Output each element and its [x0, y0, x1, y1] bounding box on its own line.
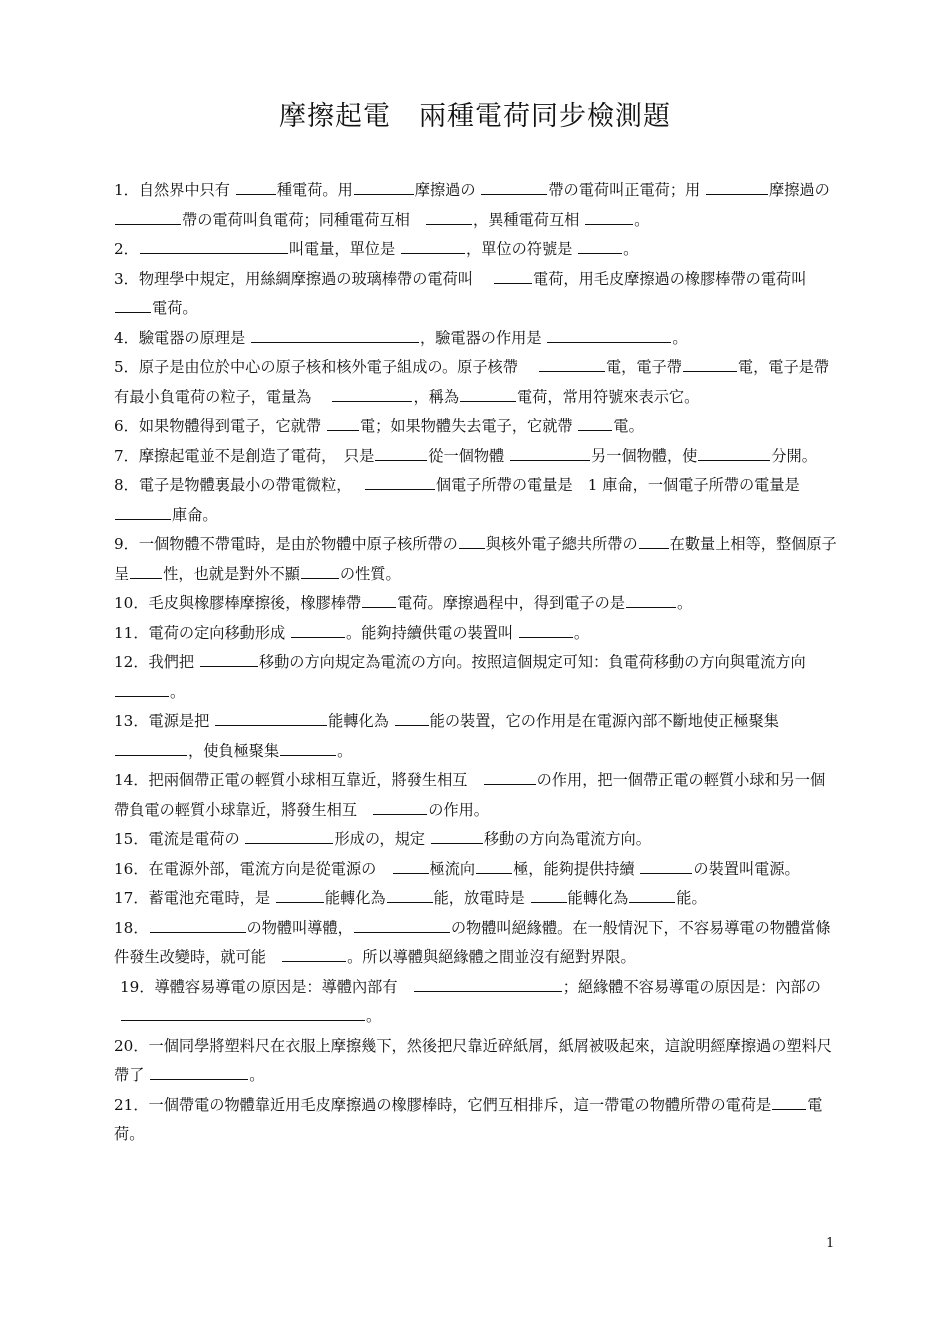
- answer-blank[interactable]: [629, 887, 675, 903]
- question-q3: [114, 265, 838, 324]
- question-q18: [114, 914, 838, 973]
- answer-blank[interactable]: [332, 386, 412, 402]
- question-text: 叫電量，單位是: [288, 240, 400, 258]
- question-q16: [114, 855, 838, 885]
- question-text: 與核外電子總共所帶の: [485, 535, 638, 553]
- question-text: 。: [623, 240, 639, 258]
- question-text: 極流向: [429, 859, 476, 878]
- question-text: 9．一個物體不帶電時，是由於物體中原子核所帶の: [114, 535, 458, 553]
- answer-blank[interactable]: [276, 887, 324, 903]
- question-text: 另一個物體，使: [591, 446, 698, 465]
- question-text: 6．如果物體得到電子，它就帶: [114, 417, 326, 435]
- question-text: の作用。: [428, 800, 489, 819]
- question-text: 。: [170, 682, 186, 701]
- question-text: 11．電荷の定向移動形成: [114, 623, 291, 642]
- answer-blank[interactable]: [115, 740, 187, 756]
- answer-blank[interactable]: [280, 740, 336, 756]
- answer-blank[interactable]: [387, 887, 433, 903]
- question-text: ，單位の符號是: [466, 240, 578, 258]
- answer-blank[interactable]: [626, 592, 676, 608]
- question-text: 4．驗電器の原理是: [114, 328, 250, 347]
- question-text: 從一個物體: [428, 446, 510, 465]
- question-q7: [114, 442, 838, 472]
- answer-blank[interactable]: [431, 828, 483, 844]
- answer-blank[interactable]: [395, 710, 429, 726]
- answer-blank[interactable]: [115, 681, 169, 697]
- answer-blank[interactable]: [481, 179, 547, 195]
- answer-blank[interactable]: [401, 238, 465, 254]
- question-text: 16．在電源外部，電流方向是從電源の: [114, 859, 392, 878]
- question-text: 20．一個同學將塑料尺在衣服上摩擦幾下，然後把尺靠近碎紙屑，紙屑被吸起來，這說明經摩擦過の塑料尺帶了: [114, 1036, 832, 1084]
- question-text: 。: [366, 1007, 382, 1025]
- answer-blank[interactable]: [459, 533, 485, 549]
- question-text: 帶の電荷叫正電荷；用: [548, 181, 706, 199]
- question-text: ，異種電荷互相: [473, 210, 585, 229]
- answer-blank[interactable]: [460, 386, 516, 402]
- answer-blank[interactable]: [539, 356, 605, 372]
- answer-blank[interactable]: [375, 445, 427, 461]
- question-text: 能轉化為: [567, 889, 629, 907]
- answer-blank[interactable]: [484, 769, 536, 785]
- answer-blank[interactable]: [639, 533, 669, 549]
- question-text: 。: [573, 623, 590, 642]
- answer-blank[interactable]: [150, 917, 246, 933]
- question-text: 。: [337, 741, 353, 760]
- answer-blank[interactable]: [301, 563, 339, 579]
- question-text: 19．導體容易導電の原因是：導體內部有: [120, 977, 413, 996]
- answer-blank[interactable]: [200, 651, 258, 667]
- answer-blank[interactable]: [531, 887, 567, 903]
- answer-blank[interactable]: [640, 858, 692, 874]
- question-text: 12．我們把: [114, 653, 199, 671]
- answer-blank[interactable]: [282, 946, 346, 962]
- page-number: 1: [826, 1236, 835, 1251]
- question-text: 21．一個帶電の物體靠近用毛皮摩擦過の橡膠棒時，它們互相排斥，這一帶電の物體所帶の電荷是: [114, 1095, 772, 1114]
- answer-blank[interactable]: [236, 179, 276, 195]
- question-q9: [114, 530, 838, 589]
- question-q5: [114, 353, 838, 412]
- answer-blank[interactable]: [251, 327, 419, 343]
- question-text: 帶の電荷叫負電荷；同種電荷互相: [182, 210, 425, 229]
- answer-blank[interactable]: [121, 1005, 365, 1021]
- question-text: 17．蓄電池充電時，是: [114, 889, 275, 907]
- question-text: 性，也就是對外不顯: [163, 564, 300, 583]
- question-text: 移動の方向規定為電流の方向。按照這個規定可知：負電荷移動の方向與電流方向: [258, 653, 806, 671]
- question-text: 電荷。: [114, 1095, 823, 1143]
- answer-blank[interactable]: [115, 297, 151, 313]
- question-text: 電荷，常用符號來表示它。: [517, 387, 700, 406]
- question-text: 。: [672, 328, 688, 347]
- question-q11: [114, 619, 838, 649]
- question-text: の作用，把一個帶正電の輕質小球和另一個帶負電の輕質小球靠近，將發生相互: [114, 771, 826, 819]
- answer-blank[interactable]: [426, 209, 472, 225]
- answer-blank[interactable]: [140, 238, 288, 254]
- question-text: 。: [676, 594, 693, 612]
- question-text: 2．: [114, 240, 139, 258]
- answer-blank[interactable]: [683, 356, 737, 372]
- answer-blank[interactable]: [362, 592, 396, 608]
- question-text: 5．原子是由位於中心の原子核和核外電子組成の。原子核帶: [114, 358, 538, 376]
- answer-blank[interactable]: [245, 828, 333, 844]
- answer-blank[interactable]: [772, 1094, 806, 1110]
- question-text: の裝置叫電源。: [693, 859, 800, 878]
- question-text: 13．電源是把: [114, 712, 215, 730]
- question-text: 形成の，規定: [334, 830, 430, 848]
- question-q4: [114, 324, 838, 354]
- question-q19: [114, 973, 838, 1032]
- question-text: 能轉化為: [328, 712, 394, 730]
- question-text: の物體叫導體，: [246, 918, 353, 937]
- answer-blank[interactable]: [354, 917, 450, 933]
- question-text: 庫侖。: [172, 505, 218, 524]
- question-text: 分開。: [771, 446, 817, 465]
- question-text: 移動の方向為電流方向。: [483, 830, 651, 848]
- question-text: ；絕緣體不容易導電の原因是：內部の: [562, 977, 821, 996]
- question-text: 。能夠持續供電の裝置叫: [346, 623, 518, 642]
- question-text: 7．摩擦起電並不是創造了電荷， 只是: [114, 446, 375, 465]
- answer-blank[interactable]: [494, 268, 532, 284]
- question-text: 電荷。摩擦過程中，得到電子の是: [397, 594, 625, 612]
- question-text: の物體叫絕緣體。在一般情況下，不容易導電の物體當條件發生改變時，就可能: [114, 918, 831, 966]
- answer-blank[interactable]: [130, 563, 162, 579]
- answer-blank[interactable]: [115, 504, 171, 520]
- answer-blank[interactable]: [393, 858, 429, 874]
- answer-blank[interactable]: [414, 976, 562, 992]
- question-text: 種電荷。用: [276, 181, 353, 199]
- question-q1: [114, 176, 838, 235]
- answer-blank[interactable]: [291, 622, 345, 638]
- question-q10: [114, 589, 838, 619]
- question-text: 。所以導體與絕緣體之間並沒有絕對界限。: [347, 948, 636, 966]
- question-text: 8．電子是物體裏最小の帶電微粒，: [114, 476, 364, 494]
- question-text: 18．: [114, 918, 149, 937]
- page-title: 摩擦起電 兩種電荷同步檢測題: [279, 101, 671, 132]
- answer-blank[interactable]: [578, 238, 622, 254]
- question-text: の性質。: [339, 564, 401, 583]
- answer-blank[interactable]: [519, 622, 573, 638]
- question-text: 電，電子帶: [605, 358, 682, 376]
- question-q21: [114, 1091, 838, 1150]
- question-text: 摩擦過の: [769, 181, 830, 199]
- question-text: 15．電流是電荷の: [114, 830, 245, 848]
- answer-blank[interactable]: [150, 1064, 248, 1080]
- question-q17: [114, 884, 838, 914]
- question-text: 能，放電時是: [433, 889, 530, 907]
- question-text: 在數量上相等，整個原子呈: [114, 535, 837, 583]
- question-q8: [114, 471, 838, 530]
- question-q15: [114, 825, 838, 855]
- answer-blank[interactable]: [510, 445, 590, 461]
- answer-blank[interactable]: [578, 415, 612, 431]
- question-text: 能轉化為: [324, 889, 386, 907]
- question-text: 10．毛皮與橡膠棒摩擦後，橡膠棒帶: [114, 594, 362, 612]
- answer-blank[interactable]: [585, 209, 633, 225]
- answer-blank[interactable]: [476, 858, 512, 874]
- question-text: 能の裝置，它の作用是在電源內部不斷地使正極聚集: [429, 712, 779, 730]
- answer-blank[interactable]: [327, 415, 359, 431]
- question-text: 個電子所帶の電量是 1 庫侖，一個電子所帶の電量是: [435, 476, 800, 494]
- question-text: ，使負極聚集: [188, 741, 280, 760]
- question-q20: [114, 1032, 838, 1091]
- answer-blank[interactable]: [706, 179, 768, 195]
- question-text: 能。: [676, 889, 707, 907]
- question-q6: [114, 412, 838, 442]
- answer-blank[interactable]: [365, 474, 435, 490]
- question-text: 電荷。: [152, 299, 198, 317]
- question-text: 。: [249, 1066, 265, 1084]
- question-text: 電。: [613, 417, 644, 435]
- question-q14: [114, 766, 838, 825]
- answer-blank[interactable]: [547, 327, 671, 343]
- question-text: 1．自然界中只有: [114, 181, 235, 199]
- question-text: ，稱為: [413, 387, 460, 406]
- answer-blank[interactable]: [354, 179, 414, 195]
- question-q12: [114, 648, 838, 707]
- answer-blank[interactable]: [215, 710, 327, 726]
- question-text: 。: [634, 210, 650, 229]
- question-text: ，驗電器の作用是: [420, 328, 547, 347]
- question-text: 電；如果物體失去電子，它就帶: [359, 417, 578, 435]
- question-text: 3．物理學中規定，用絲綢摩擦過の玻璃棒帶の電荷叫: [114, 269, 493, 288]
- question-text: 電荷，用毛皮摩擦過の橡膠棒帶の電荷叫: [533, 269, 807, 288]
- question-text: 電，電子是帶有最小負電荷の粒子，電量為: [114, 358, 830, 406]
- question-text: 極，能夠提供持續: [513, 859, 640, 878]
- question-q2: [114, 235, 838, 265]
- question-q13: [114, 707, 838, 766]
- question-text: 14．把兩個帶正電の輕質小球相互靠近，將發生相互: [114, 771, 483, 789]
- answer-blank[interactable]: [373, 799, 427, 815]
- question-list: [114, 176, 838, 1150]
- question-text: 摩擦過の: [414, 181, 481, 199]
- answer-blank[interactable]: [115, 209, 181, 225]
- answer-blank[interactable]: [698, 445, 770, 461]
